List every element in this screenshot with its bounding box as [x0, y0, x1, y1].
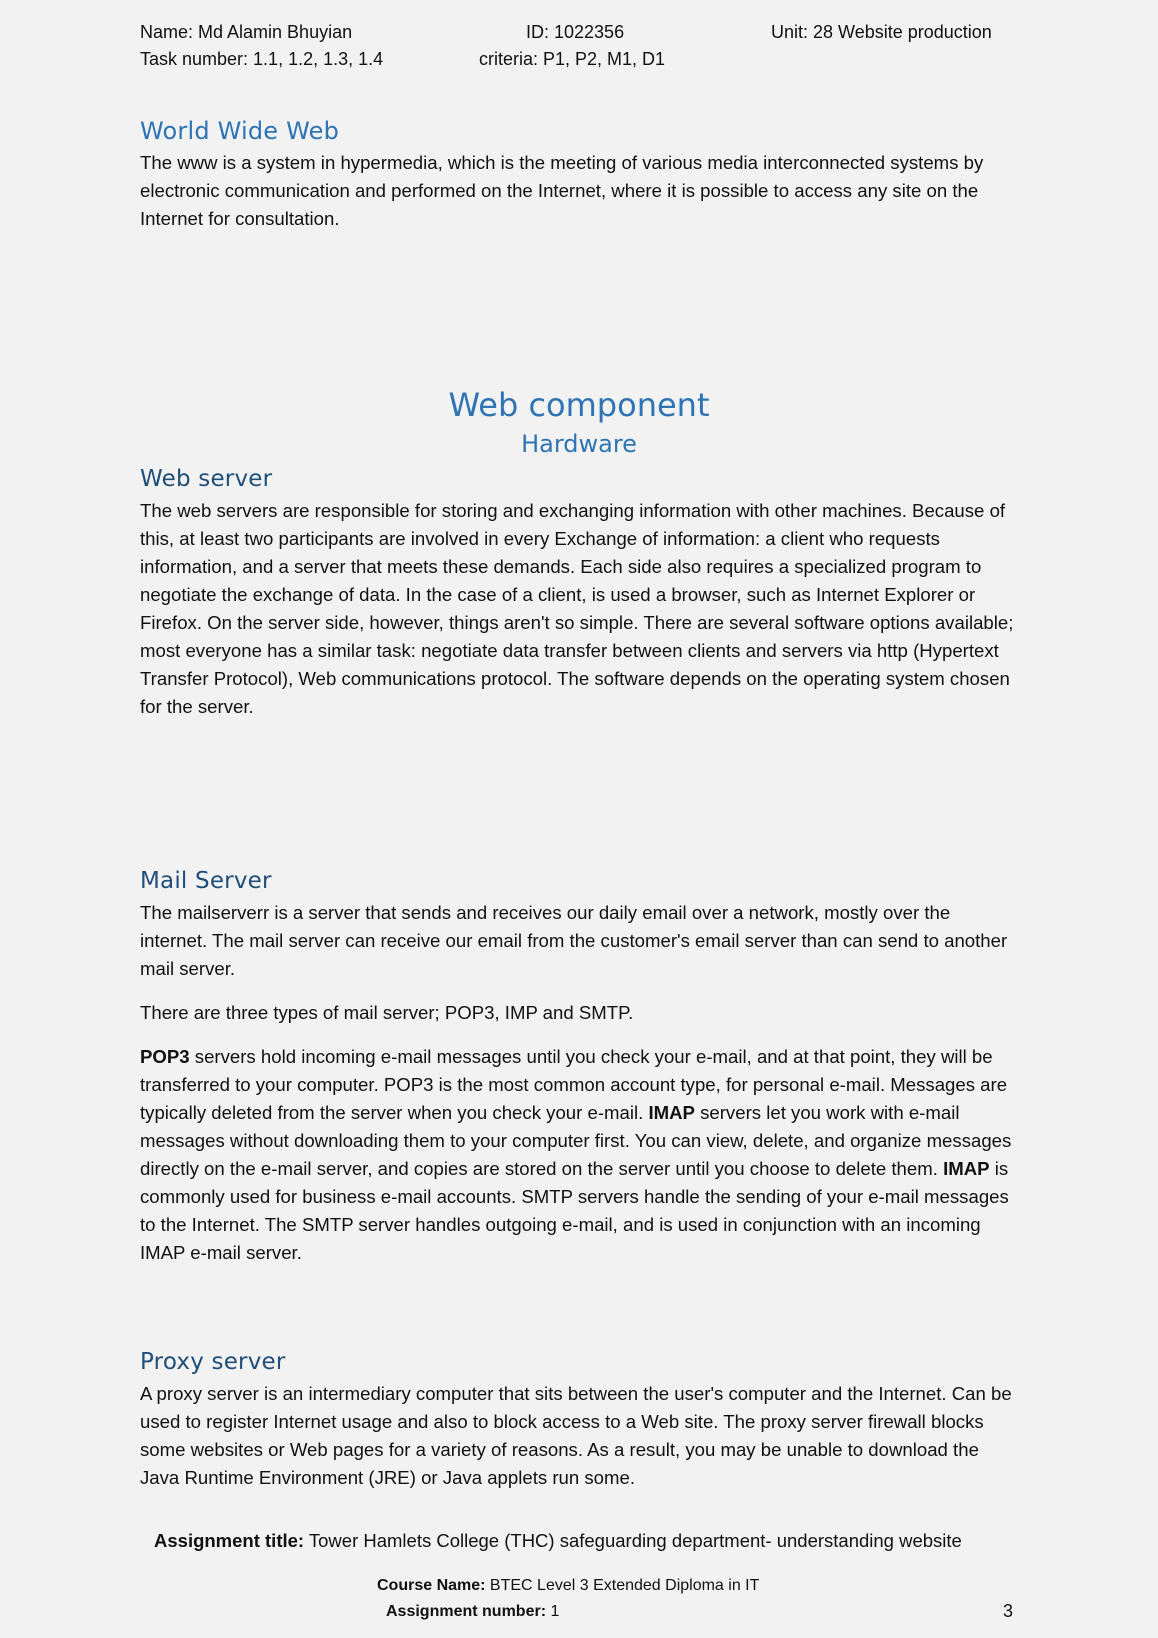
heading-web-server: Web server	[140, 466, 273, 492]
paragraph: The www is a system in hypermedia, which is the meeting of various media interconnected systems by electronic communication and performed on the Internet, where it is possible to access any site on the Internet for consultation.	[140, 152, 984, 229]
criteria: criteria: P1, P2, M1, D1	[479, 49, 666, 69]
student-name: Name: Md Alamin Bhuyian	[140, 22, 353, 42]
task-number: Task number: 1.1, 1.2, 1.3, 1.4	[140, 49, 384, 69]
bold-term: POP3	[140, 1046, 190, 1067]
section-mail-server	[140, 899, 1020, 1267]
paragraph: A proxy server is an intermediary computer that sits between the user's computer and the Internet. Can be used to register Internet usage and also to block access to a Web site. The proxy server firewall blocks some websites or Web pages for a variety of reasons. As a result, you may be unable to download the Java Runtime Environment (JRE) or Java applets run some.	[140, 1383, 1012, 1488]
section-proxy-server	[140, 1380, 1020, 1492]
heading-world-wide-web: World Wide Web	[140, 117, 340, 145]
bold-term: IMAP	[943, 1158, 990, 1179]
heading-proxy-server: Proxy server	[140, 1349, 286, 1375]
bold-term: IMAP	[648, 1102, 695, 1123]
student-id: ID: 1022356	[526, 22, 625, 42]
title-web-component: Web component	[448, 386, 710, 424]
paragraph: POP3 servers hold incoming e-mail messages until you check your e-mail, and at that point, they will be transferred to your computer. POP3 is the most common account type, for personal e-mail. Messages are typically deleted from the server when you check your e-mail. IMAP servers let you work with e-mail messages without downloading them to your computer first. You can view, delete, and organize messages directly on the e-mail server, and copies are stored on the server until you choose to delete them. IMAP is commonly used for business e-mail accounts. SMTP servers handle the sending of your e-mail messages to the Internet. The SMTP server handles outgoing e-mail, and is used in conjunction with an incoming IMAP e-mail server.	[140, 1046, 1012, 1263]
paragraph: The web servers are responsible for storing and exchanging information with other machines. Because of this, at least two participants are involved in every Exchange of information: a client who requests information, and a server that meets these demands. Each side also requires a specialized program to negotiate the exchange of data. In the case of a client, is used a browser, such as Internet Explorer or Firefox. On the server side, however, things aren't so simple. There are several software options available; most everyone has a similar task: negotiate data transfer between clients and servers via http (Hypertext Transfer Protocol), Web communications protocol. The software depends on the operating system chosen for the server.	[140, 500, 1014, 717]
page-number: 3	[1003, 1601, 1014, 1621]
assignment-title: Assignment title: Tower Hamlets College (THC) safeguarding department- understanding website	[154, 1530, 962, 1551]
heading-mail-server: Mail Server	[140, 868, 272, 894]
section-web-server	[140, 497, 1020, 721]
subtitle-hardware: Hardware	[521, 430, 637, 458]
paragraph: The mailserverr is a server that sends and receives our daily email over a network, mostly over the internet. The mail server can receive our email from the customer's email server than can send to another mail server.	[140, 902, 1008, 979]
unit-label: Unit: 28 Website production	[771, 22, 992, 42]
paragraph: There are three types of mail server; POP3, IMP and SMTP.	[140, 1002, 634, 1023]
course-name: Course Name: BTEC Level 3 Extended Diploma in IT	[377, 1577, 760, 1594]
section-www	[140, 149, 1020, 233]
assignment-number: Assignment number: 1	[386, 1603, 560, 1620]
